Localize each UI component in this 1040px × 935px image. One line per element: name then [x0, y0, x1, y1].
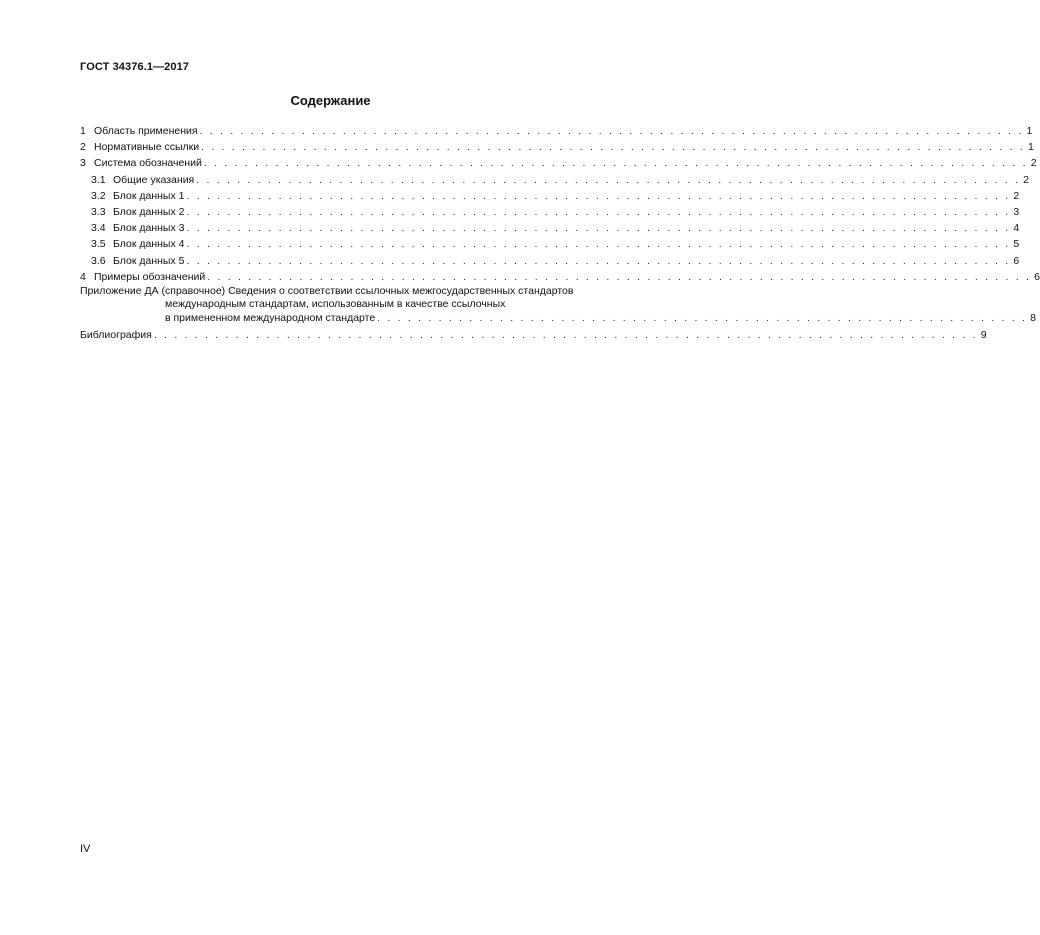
toc-entry-3-6[interactable] — [91, 253, 1020, 269]
toc-entry-4[interactable] — [80, 269, 1040, 285]
toc-entry-label: Библиография — [80, 327, 154, 343]
toc-entry-label: Область применения — [94, 125, 198, 137]
toc-entry-3-4[interactable] — [91, 220, 1020, 236]
toc-entry-number: 3.6 — [91, 254, 106, 267]
dot-leader: . . . . . . . . . . . . . . . . . . . . . . . . . . . . . . . . . . . . . . . . . . . . . . . . . . . . . . . . . . . . . . . . . . . . . . . . . . . . . . . . . — [186, 205, 1011, 218]
toc-entry-label: Блок данных 3 — [113, 222, 185, 235]
toc-entry-number: 3.1 — [91, 173, 106, 186]
toc-title: Содержание — [290, 93, 371, 108]
dot-leader: . . . . . . . . . . . . . . . . . . . . . . . . . . . . . . . . . . . . . . . . . . . . . . . . . . . . . . . . . . . . . . . . . . . . . . . . . . . . . . . . . — [186, 238, 1011, 251]
toc-entry-number: 1 — [80, 125, 86, 137]
toc-entry-2[interactable] — [80, 139, 1034, 155]
appendix-title-line-2: международным стандартам, использованным в качестве ссылочных — [165, 298, 506, 311]
toc-entry-bibliography[interactable] — [80, 327, 987, 343]
toc-entry-label: Система обозначений — [94, 157, 202, 170]
dot-leader: . . . . . . . . . . . . . . . . . . . . . . . . . . . . . . . . . . . . . . . . . . . . . . . . . . . . . . . . . . . . . . . . — [377, 311, 1028, 324]
document-code: ГОСТ 34376.1—2017 — [80, 61, 190, 73]
dot-leader: . . . . . . . . . . . . . . . . . . . . . . . . . . . . . . . . . . . . . . . . . . . . . . . . . . . . . . . . . . . . . . . . . . . . . . . . . . . . . . . . . — [186, 189, 1011, 202]
toc-entry-page: 9 — [978, 327, 987, 343]
toc-entry-number: 3.3 — [91, 205, 106, 218]
toc-entry-3-3[interactable] — [91, 204, 1020, 220]
toc-entry-page: 1 — [1025, 139, 1034, 155]
toc-entry-page: 4 — [1010, 220, 1019, 236]
toc-entry-label: Блок данных 1 — [113, 189, 185, 202]
toc-entry-number: 3.4 — [91, 222, 106, 235]
appendix-title-line-1: Приложение ДА (справочное) Сведения о соответствии ссылочных межгосударственных стандартов — [80, 284, 574, 297]
toc-entry-label: Общие указания — [113, 173, 195, 186]
toc-entry-number: 4 — [80, 270, 86, 283]
toc-entry-page: 2 — [1010, 188, 1019, 204]
dot-leader: . . . . . . . . . . . . . . . . . . . . . . . . . . . . . . . . . . . . . . . . . . . . . . . . . . . . . . . . . . . . . . . . . . . . . . . . . . . . . . . . . — [153, 329, 978, 342]
table-of-contents — [80, 123, 1040, 344]
toc-entry-3-2[interactable] — [91, 188, 1020, 204]
toc-entry-page: 2 — [1028, 155, 1037, 171]
toc-entry-3[interactable] — [80, 155, 1037, 171]
dot-leader: . . . . . . . . . . . . . . . . . . . . . . . . . . . . . . . . . . . . . . . . . . . . . . . . . . . . . . . . . . . . . . . . . . . . . . . . . . . . . . . . . — [196, 173, 1021, 186]
toc-entry-page: 1 — [1023, 123, 1032, 139]
dot-leader: . . . . . . . . . . . . . . . . . . . . . . . . . . . . . . . . . . . . . . . . . . . . . . . . . . . . . . . . . . . . . . . . . . . . . . . . . . . . . . . . . — [203, 157, 1028, 170]
toc-entry-1[interactable] — [80, 123, 1033, 139]
toc-entry-number: 2 — [80, 141, 86, 154]
toc-entry-label: Примеры обозначений — [94, 270, 206, 283]
dot-leader: . . . . . . . . . . . . . . . . . . . . . . . . . . . . . . . . . . . . . . . . . . . . . . . . . . . . . . . . . . . . . . . . . . . . . . . . . . . . . . . . . — [186, 254, 1011, 267]
toc-entry-3-5[interactable] — [91, 236, 1020, 252]
toc-entry-label: Блок данных 2 — [113, 205, 185, 218]
toc-entry-number: 3.5 — [91, 238, 106, 251]
toc-entry-label: Блок данных 4 — [113, 238, 185, 251]
toc-entry-page: 6 — [1031, 269, 1040, 285]
toc-entry-label: Блок данных 5 — [113, 254, 185, 267]
toc-entry-page: 5 — [1010, 236, 1019, 252]
toc-entry-page: 2 — [1020, 172, 1029, 188]
toc-entry-number: 3.2 — [91, 189, 106, 202]
dot-leader: . . . . . . . . . . . . . . . . . . . . . . . . . . . . . . . . . . . . . . . . . . . . . . . . . . . . . . . . . . . . . . . . . . . . . . . . . . . . . . . . . — [186, 222, 1011, 235]
toc-entry-label: Нормативные ссылки — [94, 141, 200, 154]
dot-leader: . . . . . . . . . . . . . . . . . . . . . . . . . . . . . . . . . . . . . . . . . . . . . . . . . . . . . . . . . . . . . . . . . . . . . . . . . . . . . . . . . — [201, 141, 1025, 154]
dot-leader: . . . . . . . . . . . . . . . . . . . . . . . . . . . . . . . . . . . . . . . . . . . . . . . . . . . . . . . . . . . . . . . . . . . . . . . . . . . . . . . . . — [199, 125, 1024, 137]
toc-entry-page: 6 — [1010, 253, 1019, 269]
toc-entry-page: 8 — [1027, 312, 1036, 326]
dot-leader: . . . . . . . . . . . . . . . . . . . . . . . . . . . . . . . . . . . . . . . . . . . . . . . . . . . . . . . . . . . . . . . . . . . . . . . . . . . . . . . . . — [207, 270, 1032, 283]
appendix-title-line-3: в примененном международном стандарте — [165, 311, 376, 324]
toc-entry-number: 3 — [80, 157, 86, 170]
page-number: IV — [80, 843, 91, 855]
toc-entry-appendix-da[interactable] — [80, 284, 1036, 326]
toc-entry-3-1[interactable] — [91, 172, 1029, 188]
toc-entry-page: 3 — [1010, 204, 1019, 220]
